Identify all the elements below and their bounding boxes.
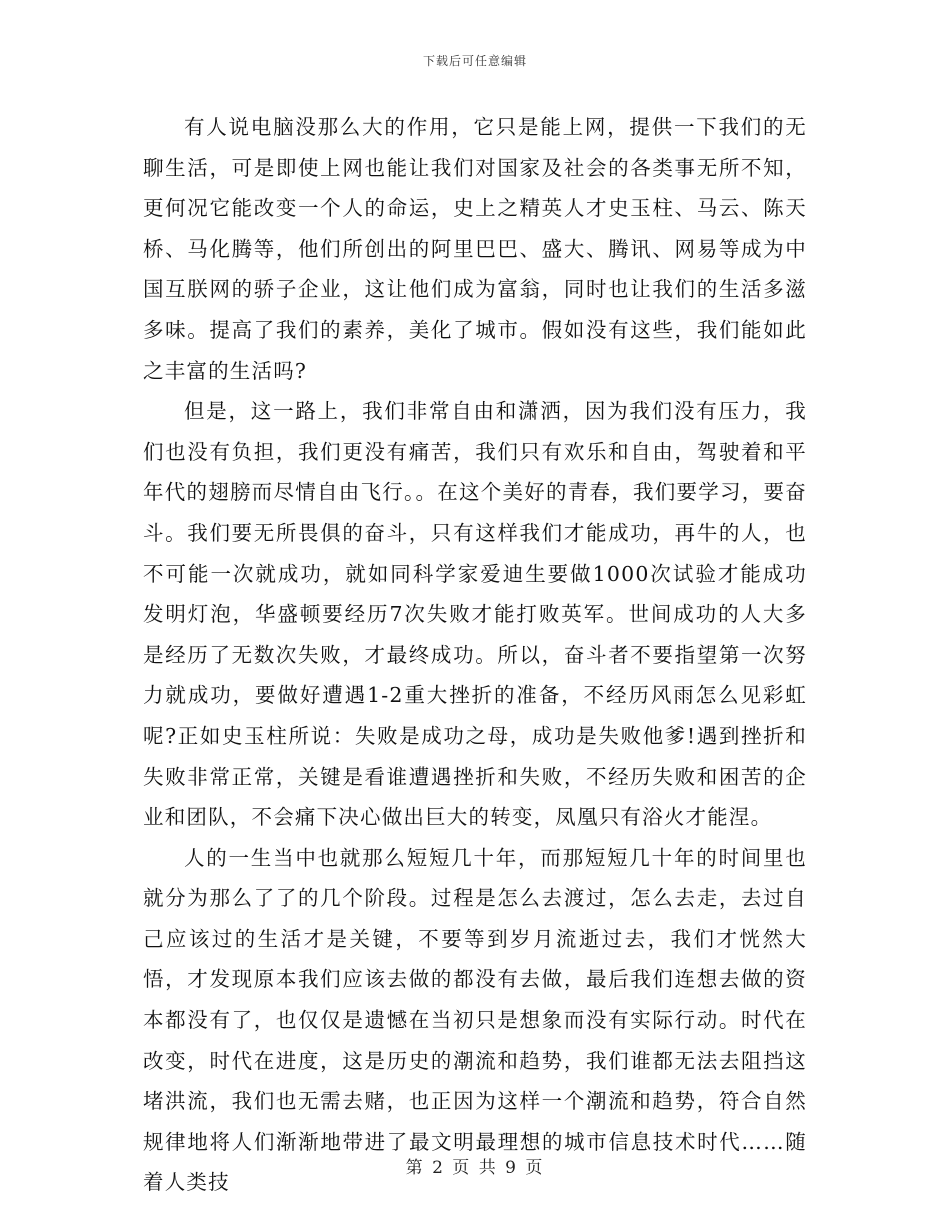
- header-note: 下载后可任意编辑: [422, 54, 527, 68]
- document-body: [143, 107, 807, 1203]
- paragraph-1: 有人说电脑没那么大的作用，它只是能上网，提供一下我们的无聊生活，可是即使上网也能让我们对国家及社会的各类事无所不知，更何况它能改变一个人的命运，史上之精英人才史玉柱、马云、陈天桥、马化腾等，他们所创出的阿里巴巴、盛大、腾讯、网易等成为中国互朕网的骄子企业，这让他们成为富翁，同时也让我们的生活多滋多味。提高了我们的素养，美化了城市。假如没有这些，我们能如此之丰富的生活吗?: [143, 115, 807, 383]
- paragraph-3: 人的一生当中也就那么短短几十年，而那短短几十年的时间里也就分为那么了了的几个阶段。过程是怎么去渡过，怎么去走，去过自己应该过的生活才是关键，不要等到岁月流逝过去，我们才恍然大悟，才发现原本我们应该去做的都没有去做，最后我们连想去做的资本都没有了，也仅仅是遗憾在当初只是想象而没有实际行动。时代在改变，时代在进度，这是历史的潮流和趋势，我们谁都无法去阻挡这堵洪流，我们也无需去赌，也正因为这样一个潮流和趋势，符合自然规律地将人们渐渐地带进了最文明最理想的城市信息技术时代……随着人类技: [143, 845, 807, 1195]
- paragraph-2: 但是，这一路上，我们非常自由和潇洒，因为我们没有压力，我们也没有负担，我们更没有痛苦，我们只有欢乐和自由，驾驶着和平年代的翅膀而尽情自由飞行。。在这个美好的青春，我们要学习，要奋斗。我们要无所畏俱的奋斗，只有这样我们才能成功，再牛的人，也不可能一次就成功，就如同科学家爱迪生要做1000次试验才能成功发明灯泡，华盛顿要经历7次失败才能打败英军。世间成功的人大多是经历了无数次失败，才最终成功。所以，奋斗者不要指望第一次努力就成功，要做好遭遇1-2重大挫折的准备，不经历风雨怎么见彩虹呢?正如史玉柱所说：失败是成功之母，成功是失败他爹!遇到挫折和失败非常正常，关键是看谁遭遇挫折和失败，不经历失败和困苦的企业和团队，不会痛下决心做出巨大的转变，凤凰只有浴火才能涅。: [143, 399, 807, 830]
- page-number-footer: 第 2 页 共 9 页: [405, 1158, 545, 1178]
